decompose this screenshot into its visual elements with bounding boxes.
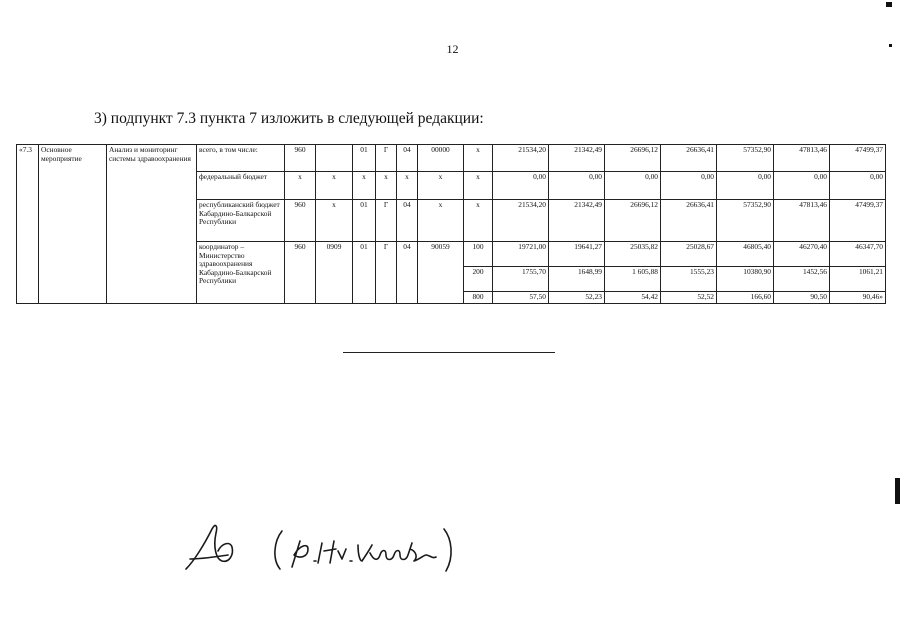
scan-mark bbox=[889, 44, 892, 47]
value-cell: 1452,56 bbox=[774, 267, 830, 292]
table-cell: Г bbox=[376, 145, 397, 172]
value-cell: 21534,20 bbox=[493, 200, 549, 242]
value-cell: 90,46» bbox=[830, 292, 886, 304]
event-name: Анализ и мониторинг системы здравоохранения bbox=[107, 145, 197, 304]
value-cell: 21342,49 bbox=[549, 145, 605, 172]
value-cell: 0,00 bbox=[605, 172, 661, 200]
table-cell: 04 bbox=[397, 145, 418, 172]
value-cell: 57352,90 bbox=[717, 200, 774, 242]
value-cell: 0,00 bbox=[830, 172, 886, 200]
table-cell: 90059 bbox=[418, 242, 464, 304]
value-cell: 26696,12 bbox=[605, 145, 661, 172]
value-cell: 0,00 bbox=[774, 172, 830, 200]
value-cell: 46270,40 bbox=[774, 242, 830, 267]
table-cell: х bbox=[316, 172, 353, 200]
value-cell: 21342,49 bbox=[549, 200, 605, 242]
table-cell: х bbox=[464, 200, 493, 242]
table-cell: 960 bbox=[285, 145, 316, 172]
value-cell: 57,50 bbox=[493, 292, 549, 304]
table-cell: х bbox=[418, 172, 464, 200]
value-cell: 1555,23 bbox=[661, 267, 717, 292]
value-cell: 90,50 bbox=[774, 292, 830, 304]
value-cell: 52,23 bbox=[549, 292, 605, 304]
table-cell: х bbox=[464, 172, 493, 200]
table-cell: Г bbox=[376, 200, 397, 242]
value-cell: 25028,67 bbox=[661, 242, 717, 267]
table-cell: 00000 bbox=[418, 145, 464, 172]
value-cell: 0,00 bbox=[493, 172, 549, 200]
value-cell: 0,00 bbox=[717, 172, 774, 200]
value-cell: 1 605,88 bbox=[605, 267, 661, 292]
value-cell: 1648,99 bbox=[549, 267, 605, 292]
value-cell: 19641,27 bbox=[549, 242, 605, 267]
table-cell: х bbox=[464, 145, 493, 172]
value-cell: 54,42 bbox=[605, 292, 661, 304]
amendment-heading: 3) подпункт 7.3 пункта 7 изложить в следующей редакции: bbox=[94, 110, 484, 127]
separator-line bbox=[343, 352, 555, 353]
value-cell: 57352,90 bbox=[717, 145, 774, 172]
table-cell: 01 bbox=[353, 242, 376, 304]
table-cell: 100 bbox=[464, 242, 493, 267]
table-cell: 960 bbox=[285, 242, 316, 304]
table-cell: 01 bbox=[353, 145, 376, 172]
value-cell: 46805,40 bbox=[717, 242, 774, 267]
value-cell: 26636,41 bbox=[661, 145, 717, 172]
value-cell: 25035,82 bbox=[605, 242, 661, 267]
scan-mark bbox=[895, 478, 900, 504]
source-cell: республиканский бюджет Кабардино-Балкарской Республики bbox=[197, 200, 285, 242]
table-cell: 800 bbox=[464, 292, 493, 304]
value-cell: 1755,70 bbox=[493, 267, 549, 292]
table-cell: х bbox=[285, 172, 316, 200]
event-code: «7.3 bbox=[17, 145, 39, 304]
value-cell: 47499,37 bbox=[830, 200, 886, 242]
table-cell: х bbox=[397, 172, 418, 200]
table-cell: 01 bbox=[353, 200, 376, 242]
value-cell: 0,00 bbox=[549, 172, 605, 200]
table-cell: 960 bbox=[285, 200, 316, 242]
budget-table bbox=[16, 144, 886, 304]
value-cell: 26696,12 bbox=[605, 200, 661, 242]
value-cell: 47813,46 bbox=[774, 200, 830, 242]
value-cell: 19721,00 bbox=[493, 242, 549, 267]
table-cell: х bbox=[316, 200, 353, 242]
value-cell: 26636,41 bbox=[661, 200, 717, 242]
table-cell: 200 bbox=[464, 267, 493, 292]
source-cell: федеральный бюджет bbox=[197, 172, 285, 200]
page-number: 12 bbox=[446, 42, 459, 56]
scan-mark bbox=[886, 2, 892, 7]
table-row bbox=[17, 145, 886, 172]
table-cell: х bbox=[376, 172, 397, 200]
value-cell: 52,52 bbox=[661, 292, 717, 304]
value-cell: 47813,46 bbox=[774, 145, 830, 172]
table-cell: х bbox=[418, 200, 464, 242]
table-cell: х bbox=[353, 172, 376, 200]
value-cell: 1061,21 bbox=[830, 267, 886, 292]
table-cell bbox=[316, 145, 353, 172]
value-cell: 47499,37 bbox=[830, 145, 886, 172]
value-cell: 0,00 bbox=[661, 172, 717, 200]
source-cell: всего, в том числе: bbox=[197, 145, 285, 172]
value-cell: 21534,20 bbox=[493, 145, 549, 172]
value-cell: 46347,70 bbox=[830, 242, 886, 267]
table-cell: 04 bbox=[397, 200, 418, 242]
table-cell: Г bbox=[376, 242, 397, 304]
coordinator-cell: координатор – Министерство здравоохранения Кабардино-Балкарской Республики bbox=[197, 242, 285, 304]
table-cell: 0909 bbox=[316, 242, 353, 304]
handwritten-signature bbox=[182, 515, 472, 585]
event-type: Основное мероприятие bbox=[39, 145, 107, 304]
value-cell: 166,60 bbox=[717, 292, 774, 304]
table-cell: 04 bbox=[397, 242, 418, 304]
value-cell: 10380,90 bbox=[717, 267, 774, 292]
